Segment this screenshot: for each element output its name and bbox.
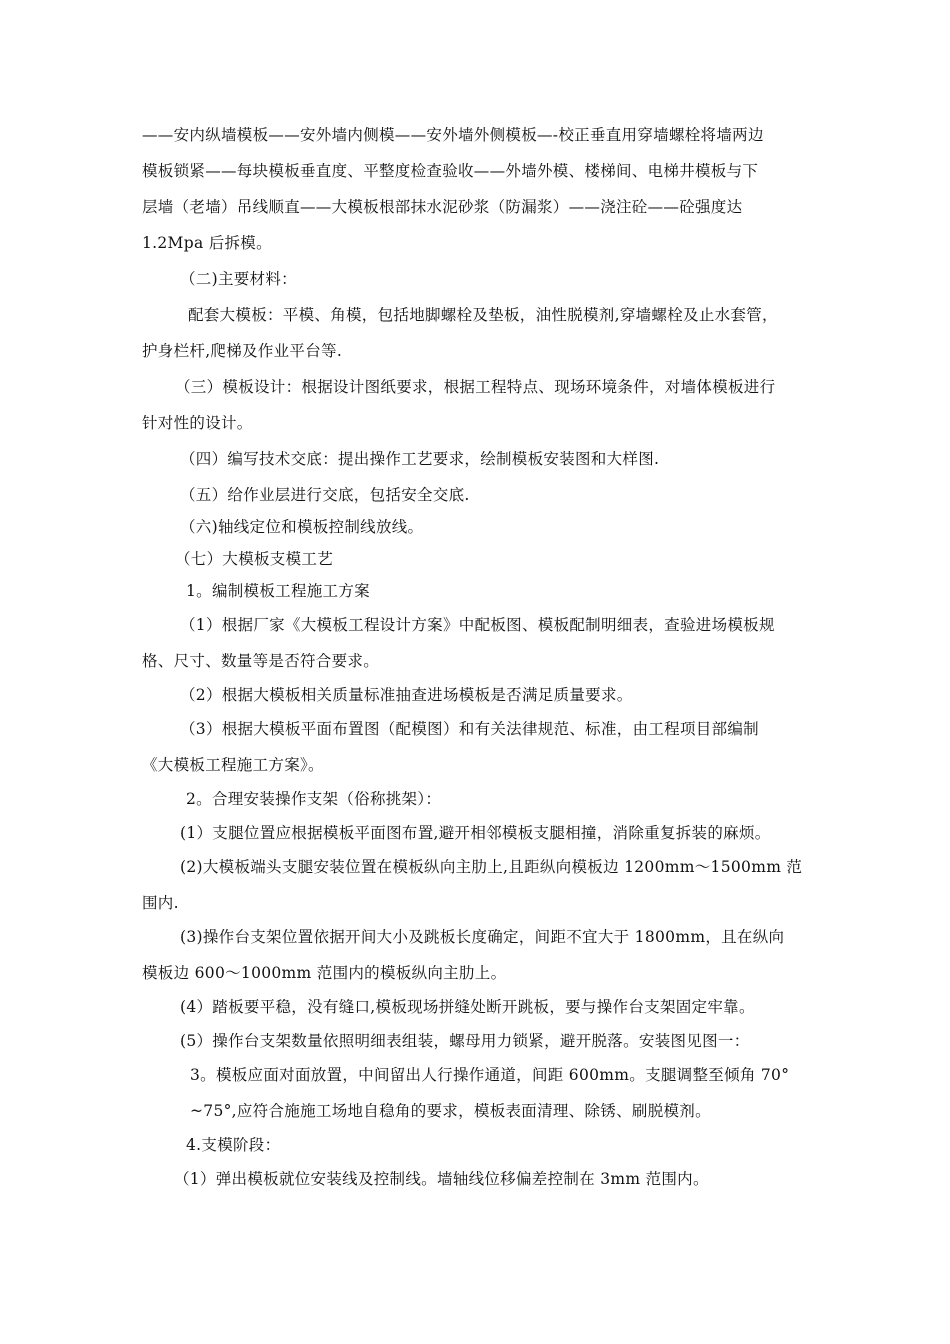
text-line: ——安内纵墙模板——安外墙内侧模——安外墙外侧模板—-校正垂直用穿墙螺栓将墙两边 xyxy=(142,126,764,144)
text-line: （2）根据大模板相关质量标准抽查进场模板是否满足质量要求。 xyxy=(180,686,633,704)
text-line: ~75°,应符合施施工场地自稳角的要求，模板表面清理、除锈、刷脱模剂。 xyxy=(190,1102,711,1120)
text-line: （1）根据厂家《大模板工程设计方案》中配板图、模板配制明细表，查验进场模板规 xyxy=(180,616,775,634)
section-heading: （七）大模板支模工艺 xyxy=(175,550,334,568)
text-line: （三）模板设计：根据设计图纸要求，根据工程特点、现场环境条件，对墙体模板进行 xyxy=(175,378,776,396)
text-line: (5）操作台支架数量依照明细表组装，螺母用力锁紧，避开脱落。安装图见图一： xyxy=(180,1032,750,1050)
text-line: 3。模板应面对面放置，中间留出人行操作通道，间距 600mm。支腿调整至倾角 70° xyxy=(190,1066,790,1084)
text-line: （1）弹出模板就位安装线及控制线。墙轴线位移偏差控制在 3mm 范围内。 xyxy=(174,1170,709,1188)
text-line: （六)轴线定位和模板控制线放线。 xyxy=(180,518,424,536)
subsection-heading: 1。编制模板工程施工方案 xyxy=(186,582,370,600)
text-line: 格、尺寸、数量等是否符合要求。 xyxy=(142,652,380,670)
text-line: （四）编写技术交底：提出操作工艺要求，绘制模板安装图和大样图. xyxy=(180,450,660,468)
text-line: 配套大模板：平模、角模，包括地脚螺栓及垫板，油性脱模剂,穿墙螺栓及止水套管， xyxy=(188,306,778,324)
text-line: (2)大模板端头支腿安装位置在模板纵向主肋上,且距纵向模板边 1200mm～1500mm 范 xyxy=(180,858,803,876)
subsection-heading: 2。合理安装操作支架（俗称挑架）： xyxy=(186,790,442,808)
text-line: (3)操作台支架位置依据开间大小及跳板长度确定，间距不宜大于 1800mm，且在纵向 xyxy=(180,928,785,946)
text-line: （五）给作业层进行交底，包括安全交底. xyxy=(180,486,470,504)
text-line: 模板锁紧——每块模板垂直度、平整度检查验收——外墙外模、楼梯间、电梯井模板与下 xyxy=(142,162,759,180)
text-line: 1.2Mpa 后拆模。 xyxy=(142,234,272,252)
text-line: 针对性的设计。 xyxy=(142,414,253,432)
text-line: 《大模板工程施工方案》。 xyxy=(142,756,324,774)
text-line: 模板边 600～1000mm 范围内的模板纵向主肋上。 xyxy=(142,964,507,982)
text-line: 围内. xyxy=(142,894,179,912)
text-line: 层墙（老墙）吊线顺直——大模板根部抹水泥砂浆（防漏浆）——浇注砼——砼强度达 xyxy=(142,198,743,216)
text-line: 护身栏杆,爬梯及作业平台等. xyxy=(142,342,343,360)
text-line: (1）支腿位置应根据模板平面图布置,避开相邻模板支腿相撞，消除重复拆装的麻烦。 xyxy=(180,824,771,842)
text-line: （3）根据大模板平面布置图（配模图）和有关法律规范、标准，由工程项目部编制 xyxy=(180,720,759,738)
subsection-heading: 4.支模阶段： xyxy=(186,1136,281,1154)
text-line: (4）踏板要平稳，没有缝口,模板现场拼缝处断开跳板，要与操作台支架固定牢靠。 xyxy=(180,998,755,1016)
section-heading: （二)主要材料： xyxy=(180,270,297,288)
